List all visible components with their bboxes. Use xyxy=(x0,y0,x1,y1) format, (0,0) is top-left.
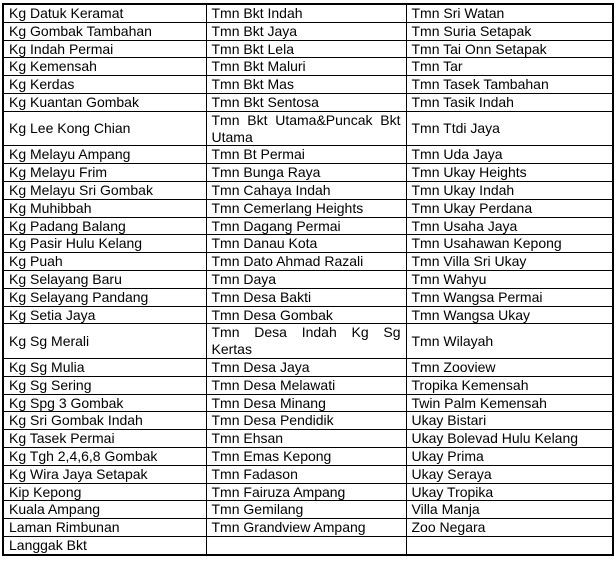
table-cell: Tmn Bkt Mas xyxy=(206,76,406,94)
table-row xyxy=(3,358,613,376)
table-cell: Tmn Zooview xyxy=(406,358,613,376)
table-row xyxy=(3,430,613,448)
table-row xyxy=(3,40,613,58)
table-cell: Tmn Dagang Permai xyxy=(206,217,406,235)
table-cell: Tmn Fadason xyxy=(206,465,406,483)
table-cell: Tmn Bkt Utama&Puncak Bkt Utama xyxy=(206,111,406,146)
table-cell: Kg Sri Gombak Indah xyxy=(3,412,206,430)
table-row xyxy=(3,394,613,412)
table-row xyxy=(3,111,613,146)
table-cell: Tmn Fairuza Ampang xyxy=(206,483,406,501)
table-cell: Tmn Desa Gombak xyxy=(206,306,406,324)
table-row xyxy=(3,447,613,465)
table-cell: Kg Wira Jaya Setapak xyxy=(3,465,206,483)
table-row xyxy=(3,4,613,22)
table-cell: Tmn Emas Kepong xyxy=(206,447,406,465)
table-cell: Kg Muhibbah xyxy=(3,199,206,217)
table-cell: Tmn Bkt Indah xyxy=(206,4,406,22)
table-cell: Tmn Bt Permai xyxy=(206,146,406,164)
table-cell: Tmn Uda Jaya xyxy=(406,146,613,164)
table-cell: Tmn Sri Watan xyxy=(406,4,613,22)
table-cell: Ukay Prima xyxy=(406,447,613,465)
table-cell: Tmn Bkt Maluri xyxy=(206,58,406,76)
table-cell: Tmn Dato Ahmad Razali xyxy=(206,253,406,271)
table-cell: Ukay Tropika xyxy=(406,483,613,501)
table-cell: Tmn Desa Indah Kg Sg Kertas xyxy=(206,324,406,359)
table-row xyxy=(3,519,613,537)
table-cell: Kg Gombak Tambahan xyxy=(3,22,206,40)
table-cell: Tmn Usahawan Kepong xyxy=(406,235,613,253)
place-table-body xyxy=(3,4,613,555)
table-cell: Kip Kepong xyxy=(3,483,206,501)
table-cell: Kg Sg Sering xyxy=(3,376,206,394)
table-row xyxy=(3,181,613,199)
table-row xyxy=(3,58,613,76)
table-row xyxy=(3,324,613,359)
table-cell: Tmn Desa Bakti xyxy=(206,288,406,306)
table-cell: Tmn Tasik Indah xyxy=(406,93,613,111)
table-cell: Tmn Bkt Jaya xyxy=(206,22,406,40)
table-row xyxy=(3,164,613,182)
table-cell: Ukay Bolevad Hulu Kelang xyxy=(406,430,613,448)
table-cell: Kg Puah xyxy=(3,253,206,271)
table-cell: Tmn Desa Jaya xyxy=(206,358,406,376)
table-row xyxy=(3,93,613,111)
table-cell: Tmn Gemilang xyxy=(206,501,406,519)
table-cell: Tmn Bkt Sentosa xyxy=(206,93,406,111)
place-table xyxy=(2,3,614,556)
table-cell: Kuala Ampang xyxy=(3,501,206,519)
table-row xyxy=(3,483,613,501)
table-cell: Tmn Daya xyxy=(206,270,406,288)
table-row xyxy=(3,501,613,519)
table-cell xyxy=(406,536,613,554)
table-cell: Tmn Ttdi Jaya xyxy=(406,111,613,146)
table-row xyxy=(3,376,613,394)
table-cell: Tmn Wangsa Ukay xyxy=(406,306,613,324)
table-row xyxy=(3,288,613,306)
table-cell: Kg Kuantan Gombak xyxy=(3,93,206,111)
table-cell: Tmn Wangsa Permai xyxy=(406,288,613,306)
table-cell: Tmn Tasek Tambahan xyxy=(406,76,613,94)
table-row xyxy=(3,22,613,40)
table-cell: Ukay Bistari xyxy=(406,412,613,430)
table-row xyxy=(3,465,613,483)
table-cell: Kg Melayu Sri Gombak xyxy=(3,181,206,199)
table-cell: Tmn Tar xyxy=(406,58,613,76)
table-cell: Tmn Wilayah xyxy=(406,324,613,359)
table-cell: Kg Tgh 2,4,6,8 Gombak xyxy=(3,447,206,465)
table-row xyxy=(3,253,613,271)
table-row xyxy=(3,76,613,94)
table-cell: Kg Pasir Hulu Kelang xyxy=(3,235,206,253)
table-cell: Kg Indah Permai xyxy=(3,40,206,58)
table-cell: Kg Melayu Frim xyxy=(3,164,206,182)
table-row xyxy=(3,536,613,554)
table-row xyxy=(3,217,613,235)
table-cell: Tmn Grandview Ampang xyxy=(206,519,406,537)
table-cell: Kg Lee Kong Chian xyxy=(3,111,206,146)
table-cell: Tmn Ehsan xyxy=(206,430,406,448)
table-cell: Tmn Ukay Heights xyxy=(406,164,613,182)
table-cell: Kg Kerdas xyxy=(3,76,206,94)
table-cell: Villa Manja xyxy=(406,501,613,519)
table-cell: Tmn Desa Pendidik xyxy=(206,412,406,430)
table-row xyxy=(3,270,613,288)
table-cell: Tmn Tai Onn Setapak xyxy=(406,40,613,58)
table-row xyxy=(3,412,613,430)
table-cell: Kg Padang Balang xyxy=(3,217,206,235)
table-cell: Kg Melayu Ampang xyxy=(3,146,206,164)
table-cell: Tmn Ukay Indah xyxy=(406,181,613,199)
table-cell: Langgak Bkt xyxy=(3,536,206,554)
table-cell: Kg Tasek Permai xyxy=(3,430,206,448)
table-cell: Kg Selayang Baru xyxy=(3,270,206,288)
table-cell: Twin Palm Kemensah xyxy=(406,394,613,412)
page xyxy=(0,3,616,556)
table-row xyxy=(3,199,613,217)
table-cell: Kg Spg 3 Gombak xyxy=(3,394,206,412)
table-cell: Laman Rimbunan xyxy=(3,519,206,537)
table-cell: Tmn Suria Setapak xyxy=(406,22,613,40)
table-cell xyxy=(206,536,406,554)
table-cell: Tmn Cemerlang Heights xyxy=(206,199,406,217)
table-cell: Kg Kemensah xyxy=(3,58,206,76)
table-cell: Tmn Ukay Perdana xyxy=(406,199,613,217)
table-cell: Kg Selayang Pandang xyxy=(3,288,206,306)
table-cell: Tmn Bunga Raya xyxy=(206,164,406,182)
table-cell: Tmn Villa Sri Ukay xyxy=(406,253,613,271)
table-cell: Tmn Desa Minang xyxy=(206,394,406,412)
table-cell: Zoo Negara xyxy=(406,519,613,537)
table-cell: Tmn Desa Melawati xyxy=(206,376,406,394)
table-cell: Tmn Wahyu xyxy=(406,270,613,288)
table-cell: Tmn Usaha Jaya xyxy=(406,217,613,235)
table-cell: Tmn Bkt Lela xyxy=(206,40,406,58)
table-row xyxy=(3,306,613,324)
table-cell: Kg Sg Merali xyxy=(3,324,206,359)
table-cell: Kg Datuk Keramat xyxy=(3,4,206,22)
table-row xyxy=(3,235,613,253)
table-cell: Kg Setia Jaya xyxy=(3,306,206,324)
table-row xyxy=(3,146,613,164)
table-cell: Ukay Seraya xyxy=(406,465,613,483)
table-cell: Tropika Kemensah xyxy=(406,376,613,394)
table-cell: Kg Sg Mulia xyxy=(3,358,206,376)
table-cell: Tmn Cahaya Indah xyxy=(206,181,406,199)
table-cell: Tmn Danau Kota xyxy=(206,235,406,253)
